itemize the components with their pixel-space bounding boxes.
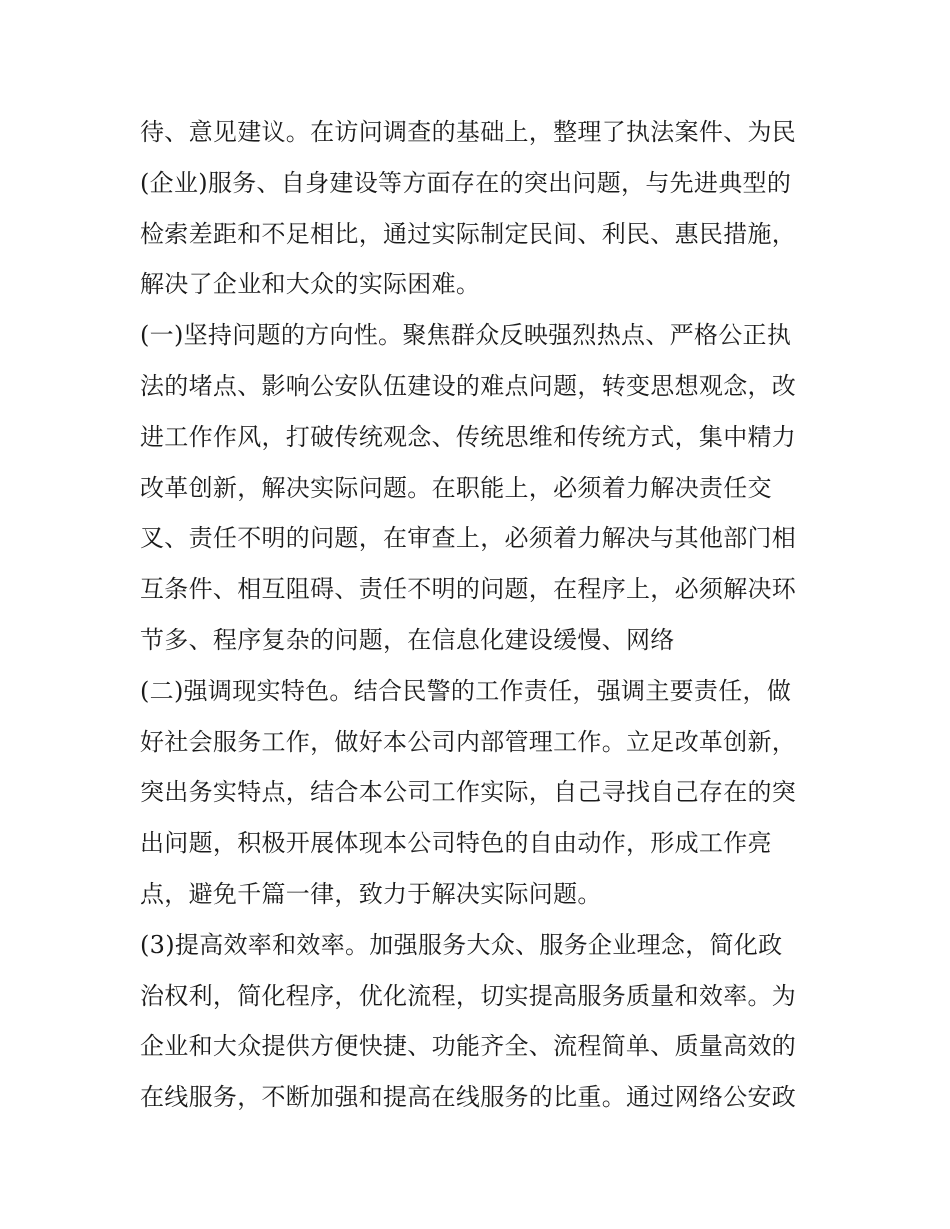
text-line: 出问题，积极开展体现本公司特色的自由动作，形成工作亮 <box>140 829 772 858</box>
text-line: 改革创新，解决实际问题。在职能上，必须着力解决责任交 <box>140 473 772 502</box>
text-line: (企业)服务、自身建设等方面存在的突出问题，与先进典型的 <box>140 168 792 197</box>
text-line: 点，避免千篇一律，致力于解决实际问题。 <box>140 879 602 908</box>
section-heading-line: (二)强调现实特色。结合民警的工作责任，强调主要责任，做 <box>140 676 792 705</box>
text-line: 检索差距和不足相比，通过实际制定民间、利民、惠民措施， <box>140 219 797 248</box>
text-line: 好社会服务工作，做好本公司内部管理工作。立足改革创新， <box>140 727 797 756</box>
section-heading-line: (3)提高效率和效率。加强服务大众、服务企业理念，简化政 <box>140 930 783 959</box>
text-line: 在线服务，不断加强和提高在线服务的比重。通过网络公安政 <box>140 1083 797 1112</box>
body-text <box>140 107 820 1123</box>
text-line: 法的堵点、影响公安队伍建设的难点问题，转变思想观念，改 <box>140 371 797 400</box>
text-line: 节多、程序复杂的问题，在信息化建设缓慢、网络 <box>140 625 675 654</box>
text-line: 突出务实特点，结合本公司工作实际，自己寻找自己存在的突 <box>140 778 797 807</box>
text-line: 解决了企业和大众的实际困难。 <box>140 270 481 299</box>
text-line: 待、意见建议。在访问调查的基础上，整理了执法案件、为民 <box>140 118 797 146</box>
text-line: 治权利，简化程序，优化流程，切实提高服务质量和效率。为 <box>140 981 797 1010</box>
text-line: 企业和大众提供方便快捷、功能齐全、流程简单、质量高效的 <box>140 1032 797 1061</box>
text-line: 进工作作风，打破传统观念、传统思维和传统方式，集中精力 <box>140 422 797 451</box>
text-line: 互条件、相互阻碍、责任不明的问题，在程序上，必须解决环 <box>140 575 797 604</box>
text-line: 叉、责任不明的问题，在审查上，必须着力解决与其他部门相 <box>140 524 797 553</box>
section-heading-line: (一)坚持问题的方向性。聚焦群众反映强烈热点、严格公正执 <box>140 321 792 350</box>
